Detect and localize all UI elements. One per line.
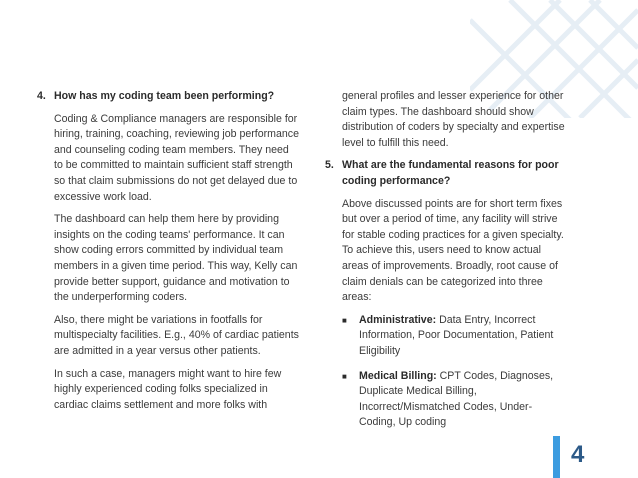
bullet-item: [325, 313, 565, 360]
page-number: 4: [571, 441, 585, 468]
paragraph: Above discussed points are for short term fixes but over a period of time, any facility will strive for stable coding practices for a given specialty. To achieve this, users need to know actual areas of improvements. Broadly, root cause of claim denials can be categorized into three areas:: [342, 197, 564, 304]
section-heading-5: [325, 158, 565, 189]
bullet-item: [325, 369, 565, 431]
left-column: [37, 89, 299, 420]
bullet-label: Medical Billing:: [359, 369, 437, 382]
bullet-body: CPT Codes, Diagnoses, Duplicate Medical Billing, Incorrect/Mismatched Codes, Under-Coding, Up coding: [359, 369, 554, 429]
bullet-text: [359, 369, 565, 431]
heading-number: 4.: [37, 90, 46, 102]
bullet-body: Data Entry, Incorrect Information, Poor Documentation, Patient Eligibility: [359, 313, 554, 357]
page-number-accent-bar: [553, 436, 560, 478]
paragraph-continuation: general profiles and lesser experience for other claim types. The dashboard should show distribution of coders by specialty and expertise level to fulfill this need.: [342, 90, 565, 149]
paragraph: The dashboard can help them here by providing insights on the coding teams' performance. It can show coding errors committed by individual team members in a given time period. This way, Kelly can provide better support, guidance and motivation to the underperforming coders.: [54, 213, 298, 304]
bullet-text: [359, 313, 565, 360]
paragraph: In such a case, managers might want to hire few highly experienced coding folks specialized in cardiac claims settlement and more folks with: [54, 367, 282, 411]
heading-text: What are the fundamental reasons for poor coding performance?: [342, 159, 559, 187]
heading-text: How has my coding team been performing?: [54, 90, 275, 102]
right-column: [325, 89, 565, 440]
heading-number: 5.: [325, 159, 334, 172]
square-bullet-icon: ■: [342, 315, 347, 325]
section-heading-4: [37, 89, 299, 105]
paragraph: Coding & Compliance managers are responsible for hiring, training, coaching, reviewing job performance and counseling coding team members. They need to be committed to maintain sufficient staff strength so that claim submissions do not get delayed due to excessive work load.: [54, 112, 299, 203]
paragraph: Also, there might be variations in footfalls for multispecialty facilities. E.g., 40% of cardiac patients are admitted in a year versus other patients.: [54, 313, 299, 357]
square-bullet-icon: ■: [342, 371, 347, 381]
bullet-label: Administrative:: [359, 313, 437, 326]
